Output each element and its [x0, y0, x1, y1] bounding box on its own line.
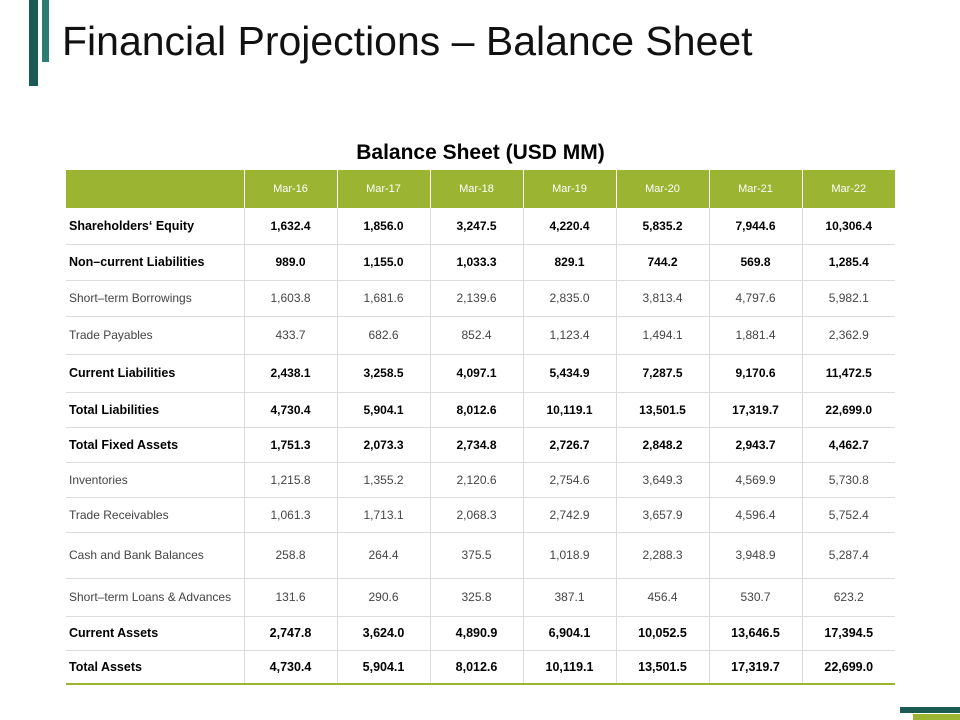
value-cell: 3,624.0	[337, 616, 430, 650]
value-cell: 131.6	[244, 578, 337, 616]
value-cell: 5,835.2	[616, 208, 709, 244]
value-cell: 4,462.7	[802, 427, 895, 462]
value-cell: 3,258.5	[337, 354, 430, 392]
value-cell: 456.4	[616, 578, 709, 616]
table-row	[66, 462, 895, 497]
table-row	[66, 427, 895, 462]
table-row	[66, 280, 895, 316]
value-cell: 17,319.7	[709, 650, 802, 684]
value-cell: 4,797.6	[709, 280, 802, 316]
value-cell: 1,123.4	[523, 316, 616, 354]
value-cell: 4,097.1	[430, 354, 523, 392]
value-cell: 11,472.5	[802, 354, 895, 392]
value-cell: 10,119.1	[523, 392, 616, 427]
row-label: Cash and Bank Balances	[66, 532, 244, 578]
value-cell: 2,742.9	[523, 497, 616, 532]
value-cell: 258.8	[244, 532, 337, 578]
value-cell: 4,596.4	[709, 497, 802, 532]
value-cell: 9,170.6	[709, 354, 802, 392]
table-title: Balance Sheet (USD MM)	[356, 141, 605, 164]
value-cell: 2,943.7	[709, 427, 802, 462]
value-cell: 3,813.4	[616, 280, 709, 316]
table-header-row	[66, 170, 895, 208]
value-cell: 17,319.7	[709, 392, 802, 427]
corner-accent-green	[913, 714, 960, 720]
value-cell: 4,220.4	[523, 208, 616, 244]
value-cell: 852.4	[430, 316, 523, 354]
value-cell: 22,699.0	[802, 650, 895, 684]
table-row	[66, 392, 895, 427]
value-cell: 10,052.5	[616, 616, 709, 650]
value-cell: 1,018.9	[523, 532, 616, 578]
value-cell: 3,657.9	[616, 497, 709, 532]
value-cell: 2,068.3	[430, 497, 523, 532]
accent-bar-dark	[29, 0, 38, 86]
table-row	[66, 616, 895, 650]
slide-title: Financial Projections – Balance Sheet	[62, 18, 753, 64]
value-cell: 1,285.4	[802, 244, 895, 280]
value-cell: 433.7	[244, 316, 337, 354]
value-cell: 22,699.0	[802, 392, 895, 427]
value-cell: 623.2	[802, 578, 895, 616]
value-cell: 682.6	[337, 316, 430, 354]
value-cell: 1,061.3	[244, 497, 337, 532]
value-cell: 2,288.3	[616, 532, 709, 578]
corner-accent-dark	[900, 707, 960, 713]
value-cell: 5,904.1	[337, 650, 430, 684]
column-header: Mar-16	[244, 170, 337, 208]
value-cell: 325.8	[430, 578, 523, 616]
value-cell: 10,119.1	[523, 650, 616, 684]
value-cell: 375.5	[430, 532, 523, 578]
row-label: Non–current Liabilities	[66, 244, 244, 280]
value-cell: 8,012.6	[430, 392, 523, 427]
value-cell: 2,848.2	[616, 427, 709, 462]
value-cell: 264.4	[337, 532, 430, 578]
value-cell: 4,730.4	[244, 650, 337, 684]
value-cell: 1,881.4	[709, 316, 802, 354]
value-cell: 4,890.9	[430, 616, 523, 650]
header-corner-cell	[66, 170, 244, 208]
column-header: Mar-18	[430, 170, 523, 208]
row-label: Trade Payables	[66, 316, 244, 354]
value-cell: 744.2	[616, 244, 709, 280]
row-label: Current Liabilities	[66, 354, 244, 392]
row-label: Short–term Borrowings	[66, 280, 244, 316]
table-row	[66, 497, 895, 532]
balance-sheet-table	[66, 170, 895, 685]
accent-bar-light	[42, 0, 49, 62]
table-row	[66, 354, 895, 392]
value-cell: 7,287.5	[616, 354, 709, 392]
value-cell: 8,012.6	[430, 650, 523, 684]
column-header: Mar-21	[709, 170, 802, 208]
value-cell: 5,434.9	[523, 354, 616, 392]
table-row	[66, 208, 895, 244]
row-label: Total Liabilities	[66, 392, 244, 427]
row-label: Inventories	[66, 462, 244, 497]
value-cell: 2,835.0	[523, 280, 616, 316]
value-cell: 989.0	[244, 244, 337, 280]
value-cell: 13,501.5	[616, 650, 709, 684]
column-header: Mar-20	[616, 170, 709, 208]
row-label: Trade Receivables	[66, 497, 244, 532]
value-cell: 1,713.1	[337, 497, 430, 532]
value-cell: 17,394.5	[802, 616, 895, 650]
value-cell: 13,646.5	[709, 616, 802, 650]
value-cell: 1,155.0	[337, 244, 430, 280]
column-header: Mar-17	[337, 170, 430, 208]
value-cell: 13,501.5	[616, 392, 709, 427]
value-cell: 3,948.9	[709, 532, 802, 578]
value-cell: 10,306.4	[802, 208, 895, 244]
row-label: Total Assets	[66, 650, 244, 684]
table-row	[66, 578, 895, 616]
value-cell: 2,726.7	[523, 427, 616, 462]
value-cell: 2,120.6	[430, 462, 523, 497]
value-cell: 4,730.4	[244, 392, 337, 427]
value-cell: 2,438.1	[244, 354, 337, 392]
value-cell: 530.7	[709, 578, 802, 616]
value-cell: 2,734.8	[430, 427, 523, 462]
value-cell: 1,632.4	[244, 208, 337, 244]
table-row	[66, 532, 895, 578]
value-cell: 6,904.1	[523, 616, 616, 650]
value-cell: 1,355.2	[337, 462, 430, 497]
value-cell: 1,856.0	[337, 208, 430, 244]
table-row	[66, 244, 895, 280]
value-cell: 1,033.3	[430, 244, 523, 280]
value-cell: 2,139.6	[430, 280, 523, 316]
row-label: Shareholders‘ Equity	[66, 208, 244, 244]
table-row	[66, 316, 895, 354]
value-cell: 2,073.3	[337, 427, 430, 462]
column-header: Mar-19	[523, 170, 616, 208]
value-cell: 2,362.9	[802, 316, 895, 354]
value-cell: 5,904.1	[337, 392, 430, 427]
value-cell: 4,569.9	[709, 462, 802, 497]
row-label: Short–term Loans & Advances	[66, 578, 244, 616]
value-cell: 5,730.8	[802, 462, 895, 497]
value-cell: 5,982.1	[802, 280, 895, 316]
column-header: Mar-22	[802, 170, 895, 208]
value-cell: 1,603.8	[244, 280, 337, 316]
value-cell: 829.1	[523, 244, 616, 280]
table-row	[66, 650, 895, 684]
value-cell: 2,754.6	[523, 462, 616, 497]
value-cell: 1,751.3	[244, 427, 337, 462]
value-cell: 1,494.1	[616, 316, 709, 354]
value-cell: 2,747.8	[244, 616, 337, 650]
value-cell: 3,649.3	[616, 462, 709, 497]
value-cell: 1,681.6	[337, 280, 430, 316]
row-label: Total Fixed Assets	[66, 427, 244, 462]
row-label: Current Assets	[66, 616, 244, 650]
value-cell: 7,944.6	[709, 208, 802, 244]
value-cell: 5,752.4	[802, 497, 895, 532]
value-cell: 569.8	[709, 244, 802, 280]
value-cell: 5,287.4	[802, 532, 895, 578]
value-cell: 1,215.8	[244, 462, 337, 497]
value-cell: 387.1	[523, 578, 616, 616]
value-cell: 3,247.5	[430, 208, 523, 244]
value-cell: 290.6	[337, 578, 430, 616]
